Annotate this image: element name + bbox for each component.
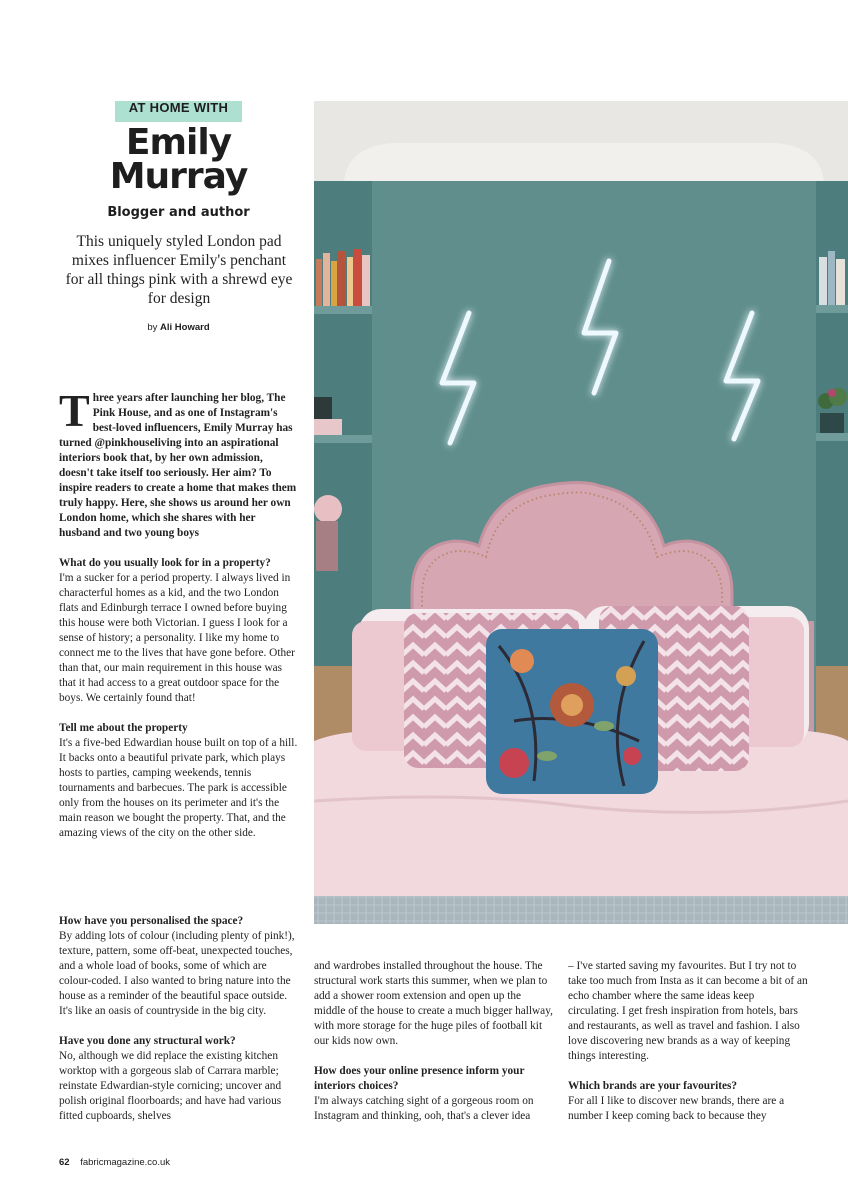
title-line-1: Emily xyxy=(125,122,232,163)
question-heading: Tell me about the property xyxy=(59,722,188,734)
bedroom-photo xyxy=(314,101,848,924)
question-heading: How have you personalised the space? xyxy=(59,915,244,927)
arch-cornice xyxy=(344,143,824,181)
books-stack xyxy=(314,419,342,435)
subtitle-role: Blogger and author xyxy=(107,205,250,220)
standfirst: This uniquely styled London pad mixes influencer Emily's penchant for all things pink with a shrewd eye for design xyxy=(65,233,293,307)
question-heading: Which brands are your favourites? xyxy=(568,1080,738,1092)
continued-paragraph: and wardrobes installed throughout the house. The structural work starts this summer, when we plan to add a shower room extension and open up the middle of the house to create a much bigger hallway, with more storage for the huge piles of football kit our kids now own. xyxy=(314,960,553,1047)
title-line-2: Murray xyxy=(109,156,248,197)
shelf xyxy=(314,306,372,314)
answer-paragraph: I'm a sucker for a period property. I always lived in characterful homes as a kid, and the two London flats and Edinburgh terrace I owned before buying this house were both Victorian. I guess I look for a sense of history; a personality. I like my home to connect me to the lives that have gone before. Other than that, our main requirement in this house was that it had access to a great outdoor space for the boys. We certainly found that! xyxy=(59,572,295,704)
continued-paragraph: – I've started saving my favourites. But I try not to take too much from Insta as it can become a bit of an echo chamber where the same ideas keep circulating. I get fresh inspiration from hotels, bars and restaurants, as well as travel and fashion. I also love discovering new brands as a way of keeping things interesting. xyxy=(568,960,808,1062)
answer-paragraph: No, although we did replace the existing kitchen worktop with a gorgeous slab of Carrara marble; reinstate Edwardian-style cornicing; uncover and polish original floorboards; and have had various fitted cupboards, shelves xyxy=(59,1050,282,1122)
answer-paragraph: By adding lots of colour (including plenty of pink!), texture, pattern, some off-beat, unexpected touches, and a whole load of books, some of which are colour-coded. I also wanted to bring nature into the house as a reminder of the beautiful space outside. It's like an oasis of countryside in the big city. xyxy=(59,930,295,1017)
shelf xyxy=(314,435,372,443)
intro-text: hree years after launching her blog, The Pink House, and as one of Instagram's best-loved influencers, Emily Murray has turned @pinkhouseliving into an aspirational interiors book that, by her own admission, doesn't take itself too seriously. Her aim? To inspire readers to create a home that makes them truly happy. Here, she shows us around her own London home, which she shares with her husband and two young boys xyxy=(59,392,297,539)
answer-paragraph: I'm always catching sight of a gorgeous room on Instagram and thinking, ooh, that's a clever idea xyxy=(314,1095,534,1122)
shelf xyxy=(816,305,848,313)
answer-paragraph: For all I like to discover new brands, there are a number I keep coming back to because they xyxy=(568,1095,785,1122)
column-1-upper xyxy=(59,385,299,841)
byline xyxy=(80,322,277,334)
tassel-lamp xyxy=(314,495,342,571)
floral-cushion xyxy=(486,629,658,794)
kicker-label: AT HOME WITH xyxy=(128,100,229,115)
shelf xyxy=(816,433,848,441)
page-number: 62 xyxy=(59,1157,70,1168)
answer-paragraph: It's a five-bed Edwardian house built on top of a hill. It backs onto a beautiful private park, which plays hosts to parties, camping weekends, tennis tournaments and barbecues. The park is accessible only from the houses on its perimeter and it's the main reason we bought the property. That, and the amazing views of the city on the other side. xyxy=(59,737,298,839)
intro-paragraph xyxy=(59,385,299,541)
page-footer xyxy=(59,1157,170,1169)
kicker-badge xyxy=(115,101,242,122)
page-title xyxy=(80,122,277,197)
question-heading: What do you usually look for in a property? xyxy=(59,557,271,569)
column-1-lower xyxy=(59,914,299,1124)
quilt-edge xyxy=(314,896,848,924)
column-3 xyxy=(568,959,808,1124)
question-heading: Have you done any structural work? xyxy=(59,1035,236,1047)
small-box xyxy=(314,397,332,419)
question-heading: How does your online presence inform your interiors choices? xyxy=(314,1065,525,1092)
byline-author: Ali Howard xyxy=(160,322,210,333)
byline-prefix: by xyxy=(147,322,158,333)
books-right xyxy=(819,251,845,305)
drop-cap: T xyxy=(59,385,90,436)
site-name: fabricmagazine.co.uk xyxy=(80,1157,170,1168)
column-2 xyxy=(314,959,554,1124)
